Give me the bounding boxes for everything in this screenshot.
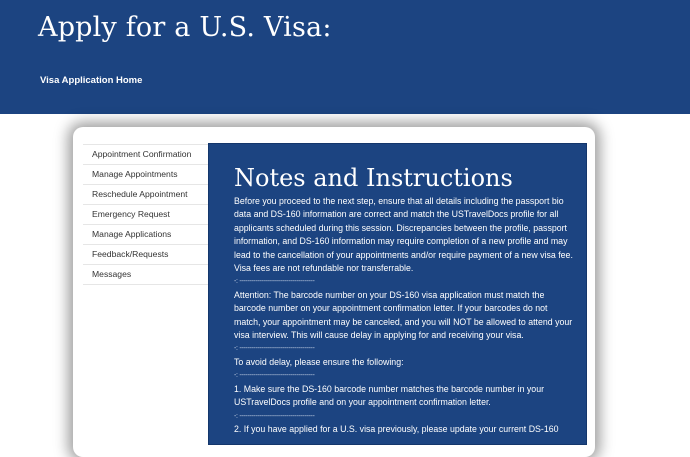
sidebar-item-appointment-confirmation[interactable]: Appointment Confirmation: [83, 145, 208, 165]
notes-panel: [208, 143, 587, 445]
sidebar-item-feedback-requests[interactable]: Feedback/Requests: [83, 245, 208, 265]
intro-paragraph: Before you proceed to the next step, ensure that all details including the passport bio data and DS-160 information are correct and match the USTravelDocs profile for all applicants scheduled during this session. Discrepancies between the profile, passport information, and DS-160 information may require completion of a new profile and may lead to the cancellation of your appointments and/or require payment of a new visa fee. Visa fees are not refundable nor transferrable.: [234, 196, 573, 274]
instruction-item-2: 2. If you have applied for a U.S. visa previously, please update your current DS-160: [234, 423, 559, 434]
divider-line: -: -------------------------------------: [234, 372, 315, 380]
divider-line: -: -------------------------------------: [234, 412, 315, 420]
notes-title: Notes and Instructions: [234, 164, 513, 192]
instruction-item-1: 1. Make sure the DS-160 barcode number matches the barcode number in your USTravelDocs profile and on your appointment confirmation letter.: [234, 383, 545, 408]
sidebar-nav: [83, 144, 208, 285]
page-title: Apply for a U.S. Visa:: [38, 12, 332, 43]
attention-paragraph: Attention: The barcode number on your DS-160 visa application must match the barcode number on your appointment confirmation letter. If your barcodes do not match, your appointment may be canceled, and you will NOT be allowed to attend your visa interview. This will cause delay in applying for and receiving your visa.: [234, 289, 573, 341]
page-header: [0, 0, 690, 114]
sidebar-item-emergency-request[interactable]: Emergency Request: [83, 205, 208, 225]
sidebar-item-messages[interactable]: Messages: [83, 265, 208, 285]
sidebar-item-manage-applications[interactable]: Manage Applications: [83, 225, 208, 245]
sidebar-item-manage-appointments[interactable]: Manage Appointments: [83, 165, 208, 185]
divider-line: -: -------------------------------------: [234, 345, 315, 353]
sidebar-item-reschedule-appointment[interactable]: Reschedule Appointment: [83, 185, 208, 205]
divider-line: -: -------------------------------------: [234, 278, 315, 286]
avoid-delay-text: To avoid delay, please ensure the following:: [234, 356, 404, 367]
notes-body: [234, 195, 574, 436]
visa-application-home-link[interactable]: Visa Application Home: [40, 75, 143, 86]
